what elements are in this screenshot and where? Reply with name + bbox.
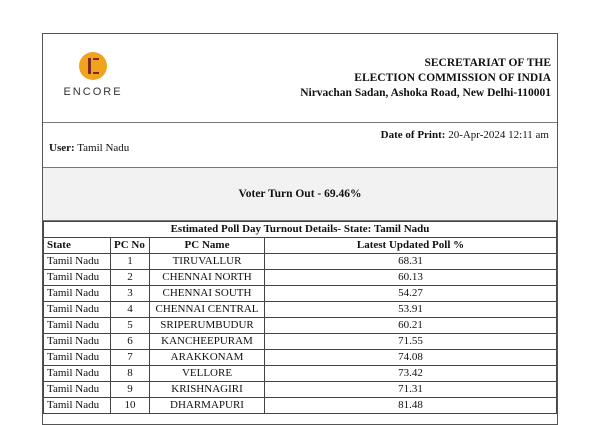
user-value: Tamil Nadu — [77, 142, 130, 154]
cell-state: Tamil Nadu — [44, 270, 111, 286]
cell-pc-no: 2 — [111, 270, 150, 286]
report-sheet — [42, 33, 558, 425]
organization-block — [300, 56, 551, 101]
header-pc-no: PC No — [111, 238, 150, 254]
table-row — [44, 398, 557, 414]
table-header-row — [44, 238, 557, 254]
cell-poll-percent: 54.27 — [265, 286, 557, 302]
header-state: State — [44, 238, 111, 254]
table-caption: Estimated Poll Day Turnout Details- State: Tamil Nadu — [44, 222, 557, 238]
org-line-1: SECRETARIAT OF THE — [424, 57, 551, 69]
voter-turnout-banner: Voter Turn Out - 69.46% — [43, 168, 557, 221]
logo — [53, 52, 133, 98]
cell-pc-no: 5 — [111, 318, 150, 334]
turnout-table — [43, 221, 557, 414]
cell-poll-percent: 71.31 — [265, 382, 557, 398]
cell-pc-name: CHENNAI NORTH — [150, 270, 265, 286]
cell-pc-no: 8 — [111, 366, 150, 382]
encore-logo-icon — [79, 52, 107, 80]
table-row — [44, 350, 557, 366]
user-label: User: — [49, 142, 75, 154]
table-row — [44, 366, 557, 382]
cell-state: Tamil Nadu — [44, 318, 111, 334]
user-bar — [43, 123, 557, 168]
cell-pc-no: 1 — [111, 254, 150, 270]
cell-state: Tamil Nadu — [44, 398, 111, 414]
cell-state: Tamil Nadu — [44, 286, 111, 302]
cell-pc-no: 3 — [111, 286, 150, 302]
cell-pc-name: KANCHEEPURAM — [150, 334, 265, 350]
cell-state: Tamil Nadu — [44, 366, 111, 382]
cell-pc-no: 9 — [111, 382, 150, 398]
print-date-value: 20-Apr-2024 12:11 am — [448, 129, 549, 141]
cell-poll-percent: 53.91 — [265, 302, 557, 318]
cell-state: Tamil Nadu — [44, 382, 111, 398]
table-row — [44, 270, 557, 286]
table-row — [44, 286, 557, 302]
cell-poll-percent: 60.13 — [265, 270, 557, 286]
cell-state: Tamil Nadu — [44, 334, 111, 350]
org-line-2: ELECTION COMMISSION OF INDIA — [354, 72, 551, 84]
cell-pc-no: 10 — [111, 398, 150, 414]
cell-pc-name: CHENNAI SOUTH — [150, 286, 265, 302]
cell-poll-percent: 68.31 — [265, 254, 557, 270]
table-caption-row — [44, 222, 557, 238]
cell-pc-no: 6 — [111, 334, 150, 350]
cell-pc-name: TIRUVALLUR — [150, 254, 265, 270]
table-row — [44, 334, 557, 350]
cell-state: Tamil Nadu — [44, 350, 111, 366]
table-row — [44, 318, 557, 334]
header-poll-percent: Latest Updated Poll % — [265, 238, 557, 254]
cell-pc-name: KRISHNAGIRI — [150, 382, 265, 398]
cell-poll-percent: 81.48 — [265, 398, 557, 414]
cell-pc-name: SRIPERUMBUDUR — [150, 318, 265, 334]
cell-pc-no: 7 — [111, 350, 150, 366]
report-header — [43, 34, 557, 123]
cell-state: Tamil Nadu — [44, 302, 111, 318]
cell-pc-name: DHARMAPURI — [150, 398, 265, 414]
cell-pc-name: VELLORE — [150, 366, 265, 382]
print-date-label: Date of Print: — [380, 129, 446, 141]
org-address: Nirvachan Sadan, Ashoka Road, New Delhi-110001 — [300, 87, 551, 99]
cell-pc-name: ARAKKONAM — [150, 350, 265, 366]
logo-text: ENCORE — [63, 86, 123, 98]
cell-pc-no: 4 — [111, 302, 150, 318]
table-row — [44, 382, 557, 398]
table-row — [44, 254, 557, 270]
print-date — [381, 129, 549, 141]
cell-pc-name: CHENNAI CENTRAL — [150, 302, 265, 318]
cell-poll-percent: 74.08 — [265, 350, 557, 366]
header-pc-name: PC Name — [150, 238, 265, 254]
cell-poll-percent: 60.21 — [265, 318, 557, 334]
user-info — [49, 142, 129, 154]
cell-state: Tamil Nadu — [44, 254, 111, 270]
table-row — [44, 302, 557, 318]
cell-poll-percent: 71.55 — [265, 334, 557, 350]
cell-poll-percent: 73.42 — [265, 366, 557, 382]
